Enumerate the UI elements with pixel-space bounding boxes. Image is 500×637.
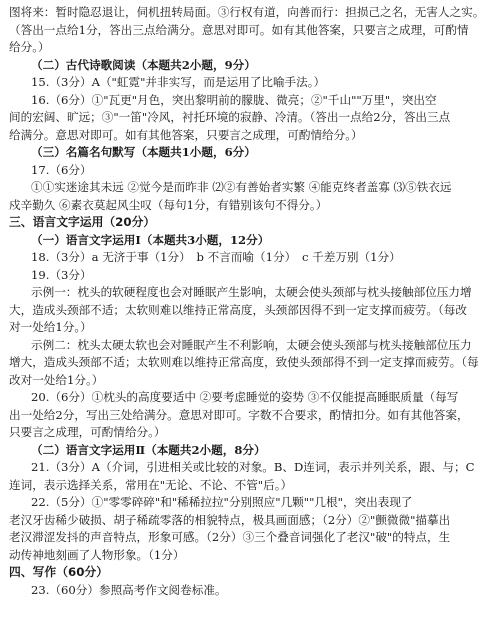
text-line: 给满分。意思对即可。如有其他答案，只要言之成理，可酌情给分。） [9,127,363,142]
text-line: （二）古代诗歌阅读（本题共2小题，9分） [31,57,256,72]
text-line: 老汉滞涩发抖的声音特点，形象可感。（2分）③三个叠音词强化了老汉"破"的特点，生 [9,530,451,544]
answer-key-text [9,4,488,599]
text-line: 17.（6分） [31,162,92,177]
text-line: 老汉牙齿稀少破损、胡子稀疏零落的相貌特点，极具画面感；（2分）②"颤微微"描摹出 [9,512,451,527]
text-line: （三）名篇名句默写（本题共1小题，6分） [31,145,256,159]
text-line: 23.（60分）参照高考作文阅卷标准。 [31,582,227,597]
text-line: 只要言之成理，可酌情给分。） [9,425,166,439]
text-line: （一）语言文字运用Ⅰ（本题共3小题，12分） [31,232,270,247]
text-line: 对一处给1分。） [9,320,92,334]
text-line: 给分。） [9,40,50,54]
text-line: 图将来：暂时隐忍退让，伺机扭转局面。③行权有道，向善而行：担损己之名，无害人之实。 [9,5,485,19]
text-line: 间的宏阔、旷远；③"一笛"冷风，衬托环境的寂静、冷清。（答出一点给2分，答出三点 [9,110,451,124]
text-line: 示例二：枕头太硬太软也会对睡眠产生不利影响，太硬会使头颈部与枕头接触部位压力 [31,337,472,352]
text-line: 增大，造成头颈部不适；太软则难以维持正常高度，致使头颈部得不到一定支撑而疲劳。（每 [9,355,479,369]
text-line: 三、语言文字运用（20分） [9,215,156,229]
text-line: 18.（3分）a 无济于事（1分） b 不言而喻（1分） c 千差万别（1分） [31,250,401,264]
text-line: ①①实迷途其未远 ②觉今是而昨非 ⑵②有善始者实繁 ④能克终者盖寡 ⑶⑤铁衣远 [31,180,452,194]
text-line: 16.（6分）①"瓦更"月色，突出黎明前的朦胧、微亮；②"千山""万里"，突出空 [31,92,437,107]
text-line: 20.（6分）①枕头的高度要适中 ②要考虑睡觉的姿势 ③不仅能提高睡眠质量（每写 [31,390,459,404]
text-line: （二）语言文字运用Ⅱ（本题共2小题，8分） [31,442,266,457]
text-line: 出一处给2分，写出三处给满分。意思对即可。字数不合要求，酌情扣分。如有其他答案， [9,407,469,422]
text-line: （答出一点给1分，答出三点给满分。意思对即可。如有其他答案，只要言之成理，可酌情 [9,22,469,37]
text-line: 19.（3分） [31,267,92,282]
text-line: 四、写作（60分） [9,565,108,579]
text-line: 22.（5分）①"零零碎碎"和"稀稀拉拉"分别照应"几颗""几根"，突出表现了 [31,495,413,509]
text-line: 21.（3分）A（介词，引进相关或比较的对象。B、D连词，表示并列关系，跟、与；C [31,460,475,474]
text-line: 戍辛勤久 ⑥素衣莫起风尘叹（每句1分，有错别该句不得分。） [9,197,328,212]
text-line: 动传神地刻画了人物形象。（1分） [9,547,185,562]
text-line: 示例一：枕头的软硬程度也会对睡眠产生影响，太硬会使头颈部与枕头接触部位压力增 [31,285,472,299]
text-line: 大，造成头颈部不适；太软则难以维持正常高度，头颈部因得不到一定支撑而疲劳。（每改 [9,302,467,317]
text-line: 改对一处给1分。） [9,372,104,387]
text-line: 15.（3分）A（"虹霓"并非实写，而是运用了比喻手法。） [31,75,326,89]
text-line: 连词，表示选择关系，常用在"无论、不论、不管"后。） [9,477,293,492]
